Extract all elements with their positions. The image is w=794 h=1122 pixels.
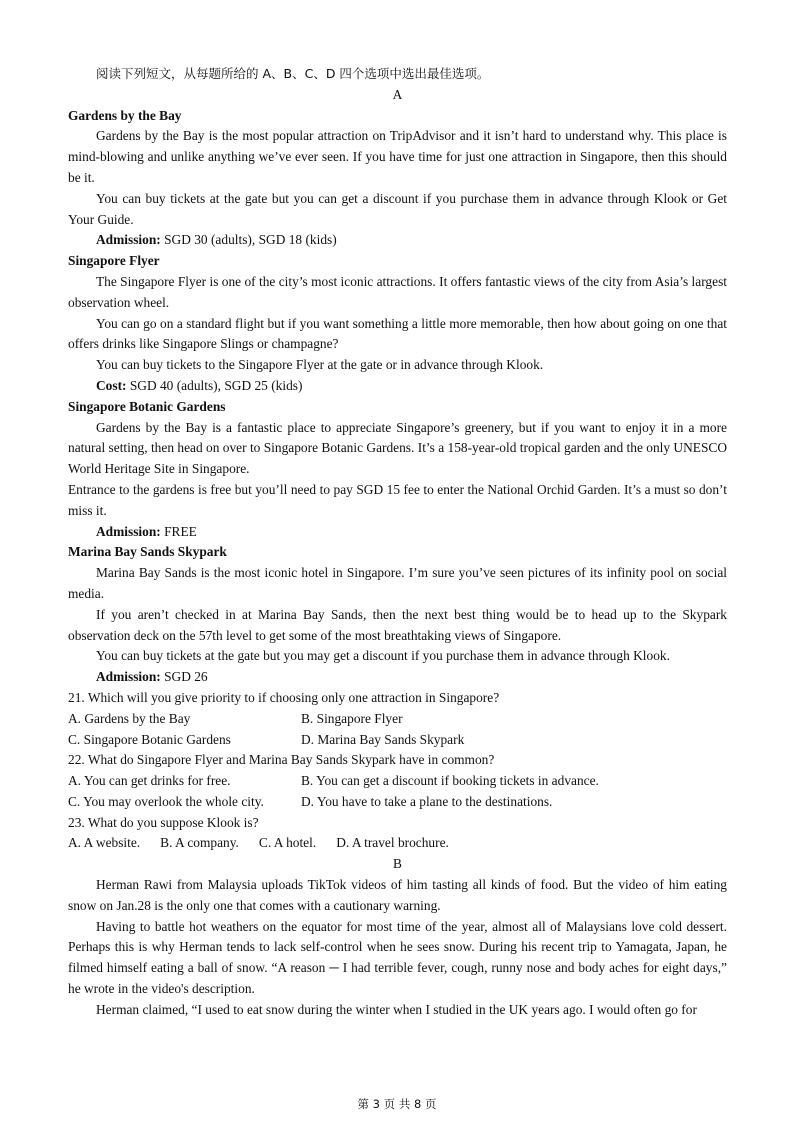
question-options xyxy=(68,709,727,730)
attraction-paragraph: The Singapore Flyer is one of the city’s most iconic attractions. It offers fantastic views of the city from Asia’s largest observation wheel. xyxy=(68,273,727,310)
price-label: Admission: xyxy=(96,669,161,685)
attraction-price xyxy=(68,376,727,397)
option: A. You can get drinks for free. xyxy=(68,773,231,789)
option: D. A travel brochure. xyxy=(336,835,449,851)
option: C. A hotel. xyxy=(258,835,317,851)
passage-paragraph: Having to battle hot weathers on the equator for most time of the year, almost all of Malaysians love cold dessert. Perhaps this is why Herman tends to lack self-control when he sees snow. During his recent trip to Yamagata, Japan, he filmed himself eating a ball of snow. “A reason ─ I had terrible fever, cough, runny nose and body aches for eight days,” he wrote in the video's description. xyxy=(68,918,727,997)
attraction-paragraph: Marina Bay Sands is the most iconic hotel in Singapore. I’m sure you’ve seen pictures of its infinity pool on social media. xyxy=(68,565,727,601)
option: C. You may overlook the whole city. xyxy=(68,793,264,809)
question-options xyxy=(68,833,727,854)
attraction-price xyxy=(68,230,727,251)
attraction-title: Singapore Flyer xyxy=(68,253,160,269)
document-page xyxy=(68,64,727,1021)
option: B. A company. xyxy=(160,835,239,851)
option: A. A website. xyxy=(68,835,141,851)
question-options xyxy=(68,771,727,792)
attraction-paragraph: You can buy tickets to the Singapore Flyer at the gate or in advance through Klook. xyxy=(96,357,544,373)
price-value: SGD 30 (adults), SGD 18 (kids) xyxy=(160,232,337,248)
attraction-price xyxy=(68,522,727,543)
attraction-paragraph: Gardens by the Bay is a fantastic place to appreciate Singapore’s greenery, but if you want to enjoy it in a more natural setting, then head on over to Singapore Botanic Gardens. It’s a 158-year-old tropical garden and the only UNESCO World Heritage Site in Singapore. xyxy=(68,419,727,477)
attraction-price xyxy=(68,667,727,688)
section-a-label: A xyxy=(392,86,403,102)
attraction-paragraph: You can buy tickets at the gate but you can get a discount if you purchase them in advance through Klook or Get Your Guide. xyxy=(68,190,727,227)
question-options xyxy=(68,792,727,813)
page-footer: 第 3 页 共 8 页 xyxy=(357,1097,437,1111)
attraction-title: Marina Bay Sands Skypark xyxy=(68,544,227,560)
passage-paragraph: Herman Rawi from Malaysia uploads TikTok videos of him tasting all kinds of food. But the video of him eating snow on Jan.28 is the only one that comes with a cautionary warning. xyxy=(68,877,727,913)
question-stem: 21. Which will you give priority to if choosing only one attraction in Singapore? xyxy=(68,689,500,705)
price-label: Admission: xyxy=(96,232,161,248)
attraction-paragraph: Entrance to the gardens is free but you’ll need to pay SGD 15 fee to enter the National Orchid Garden. It’s a must so don’t miss it. xyxy=(68,481,727,518)
option: B. Singapore Flyer xyxy=(301,710,403,726)
option: C. Singapore Botanic Gardens xyxy=(68,731,231,747)
price-value: SGD 40 (adults), SGD 25 (kids) xyxy=(126,377,303,393)
question-stem: 22. What do Singapore Flyer and Marina Bay Sands Skypark have in common? xyxy=(68,752,495,768)
attraction-title: Singapore Botanic Gardens xyxy=(68,398,226,414)
option: A. Gardens by the Bay xyxy=(68,710,191,726)
question-stem: 23. What do you suppose Klook is? xyxy=(68,814,259,830)
option: D. Marina Bay Sands Skypark xyxy=(301,731,465,747)
attraction-title: Gardens by the Bay xyxy=(68,107,182,123)
price-label: Cost: xyxy=(96,377,127,393)
attraction-paragraph: You can buy tickets at the gate but you may get a discount if you purchase them in advance through Klook. xyxy=(96,648,670,664)
question-options xyxy=(68,730,727,751)
instruction: 阅读下列短文，从每题所给的 A、B、C、D 四个选项中选出最佳选项。 xyxy=(96,66,490,81)
option: B. You can get a discount if booking tickets in advance. xyxy=(301,773,599,789)
option: D. You have to take a plane to the destinations. xyxy=(301,793,553,809)
attraction-paragraph: You can go on a standard flight but if you want something a little more memorable, then how about going on one that offers drinks like Singapore Slings or champagne? xyxy=(68,315,727,352)
attraction-paragraph: Gardens by the Bay is the most popular attraction on TripAdvisor and it isn’t hard to understand why. This place is mind-blowing and unlike anything we’ve ever seen. If you have time for just one attraction in Singapore, then this should be it. xyxy=(68,128,727,185)
price-label: Admission: xyxy=(96,523,161,539)
price-value: FREE xyxy=(160,523,197,539)
attraction-paragraph: If you aren’t checked in at Marina Bay Sands, then the next best thing would be to head up to the Skypark observation deck on the 57th level to get some of the most breathtaking views of Singapore. xyxy=(68,606,727,643)
passage-paragraph: Herman claimed, “I used to eat snow during the winter when I studied in the UK years ago. I would often go for xyxy=(96,1001,697,1017)
section-b-label: B xyxy=(393,856,402,872)
price-value: SGD 26 xyxy=(160,669,208,685)
